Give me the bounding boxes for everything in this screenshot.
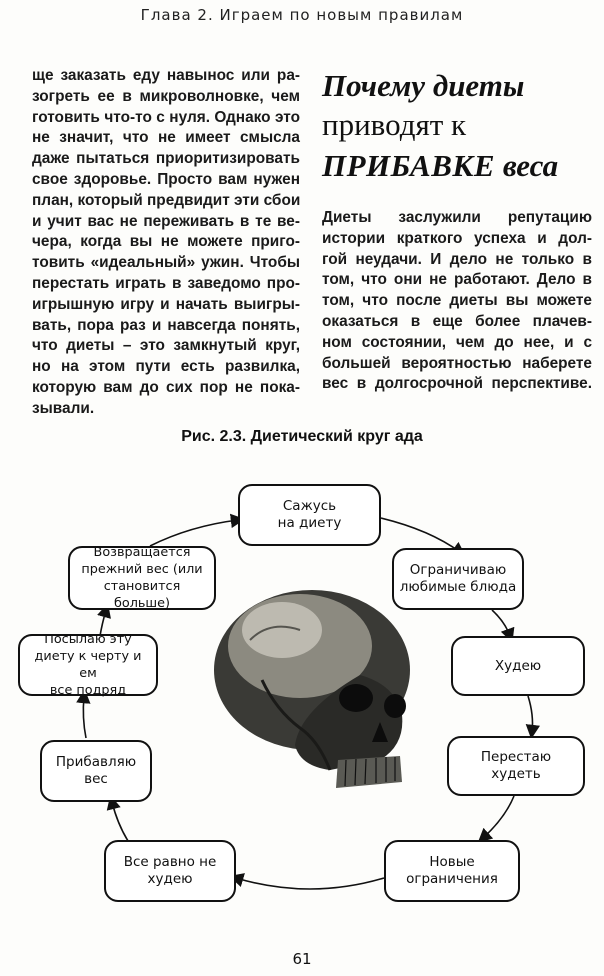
node-restrict-line-2: любимые блюда — [399, 579, 517, 595]
node-start-diet-line-1: Сажусь — [282, 498, 337, 514]
connector-1-2 — [381, 518, 460, 552]
right-column-text — [322, 208, 592, 395]
figure-caption: Рис. 2.3. Диетический круг ада — [181, 428, 423, 445]
running-header: Глава 2. Играем по новым правилам — [140, 6, 464, 24]
node-weight-returns-line-3: становится больше) — [103, 579, 181, 611]
right-line-4: том, что они не работают. Дело в — [322, 271, 592, 289]
left-line-3: готовить что-то с нуля. Однако это — [32, 108, 300, 126]
node-lose-weight-line-1: Худею — [494, 657, 542, 674]
right-line-2: истории краткого успеха и дол- — [322, 229, 592, 247]
heading-line-2: приводят к — [322, 107, 467, 142]
left-line-15: но на этом пути есть развилка, — [32, 358, 300, 376]
diet-cycle-diagram — [0, 470, 604, 910]
node-quit-diet-line-1: Посылаю эту — [44, 632, 132, 647]
right-line-8: большей вероятностью наберете — [322, 354, 592, 372]
right-line-3: гой неудачи. И дело не только в — [322, 250, 592, 268]
right-line-7: ном состоянии, чем до нее, и с — [322, 333, 592, 351]
left-line-7: план, который предвидит эти сбои — [32, 191, 301, 209]
node-quit-diet-line-2: диету к черту и ем — [34, 649, 142, 681]
connector-3-4 — [528, 696, 533, 732]
left-line-13: вать, пора раз и навсегда понять, — [32, 316, 300, 334]
node-quit-diet-line-3: все подряд — [49, 683, 127, 698]
node-still-not-losing-line-2: худею — [147, 871, 193, 887]
heading-rest-word: веса — [502, 148, 559, 183]
heading-line-1: Почему диеты — [322, 68, 525, 103]
node-new-restrictions-line-1: Новые — [429, 854, 475, 870]
node-gain-weight-line-2: вес — [84, 771, 108, 787]
node-stop-losing — [447, 736, 585, 796]
node-start-diet-line-2: на диету — [277, 515, 342, 531]
left-line-14: что диеты – это замкнутый круг, — [32, 337, 300, 355]
node-gain-weight — [40, 740, 152, 802]
node-gain-weight-line-1: Прибавляю — [55, 754, 137, 770]
node-quit-diet — [18, 634, 158, 696]
left-line-5: даже пытаться приоритизировать — [32, 150, 300, 168]
node-still-not-losing-line-1: Все равно не — [123, 854, 217, 870]
node-restrict-line-1: Ограничиваю — [409, 562, 507, 578]
left-line-4: не значит, что не имеет смысла — [32, 129, 300, 147]
page-number: 61 — [292, 950, 312, 968]
left-line-17: зывали. — [32, 399, 95, 417]
connector-6-7 — [112, 802, 130, 844]
connector-2-3 — [492, 610, 510, 636]
node-weight-returns — [68, 546, 216, 610]
heading-line-3 — [322, 144, 592, 188]
node-start-diet — [238, 484, 381, 546]
node-new-restrictions-line-2: ограничения — [406, 871, 498, 887]
connector-9-1 — [150, 520, 238, 546]
left-line-6: свое здоровье. Просто вам нужен — [32, 170, 300, 188]
node-restrict-favorites — [392, 548, 524, 610]
node-stop-losing-line-2: худеть — [491, 766, 541, 782]
left-line-8: и учит вас не переживать в те ве- — [32, 212, 300, 230]
skull-illustration — [214, 590, 410, 788]
node-weight-returns-line-2: прежний вес (или — [81, 562, 203, 577]
right-line-5: том, что после диеты вы можете — [322, 292, 592, 310]
left-line-9: чера, когда вы не можете приго- — [32, 233, 300, 251]
left-line-11: перестать играть в заведомо про- — [32, 274, 300, 292]
right-line-9: вес в долгосрочной перспективе. — [322, 375, 592, 393]
left-column-text — [32, 66, 300, 420]
heading-caps-word: ПРИБАВКЕ — [322, 148, 496, 183]
right-column — [322, 66, 592, 395]
node-still-not-losing — [104, 840, 236, 902]
left-line-2: зогреть ее в микроволновке, чем — [32, 87, 300, 105]
right-line-1: Диеты заслужили репутацию — [322, 209, 592, 226]
node-weight-returns-line-1: Возвращается — [93, 545, 191, 560]
connector-4-5 — [483, 796, 514, 838]
left-line-10: товить «идеальный» ужин. Чтобы — [32, 254, 300, 272]
node-lose-weight — [451, 636, 585, 696]
connector-7-8 — [83, 696, 86, 738]
right-line-6: оказаться в еще более плачев- — [322, 312, 592, 330]
left-line-1: ще заказать еду навынос или ра- — [32, 67, 300, 84]
connector-5-6 — [236, 878, 384, 889]
node-stop-losing-line-1: Перестаю — [480, 749, 552, 765]
node-new-restrictions — [384, 840, 520, 902]
section-heading — [322, 66, 592, 188]
left-line-16: которую вам до сих пор не пока- — [32, 378, 300, 396]
left-line-12: игрышную игру и начать выигры- — [32, 295, 300, 313]
